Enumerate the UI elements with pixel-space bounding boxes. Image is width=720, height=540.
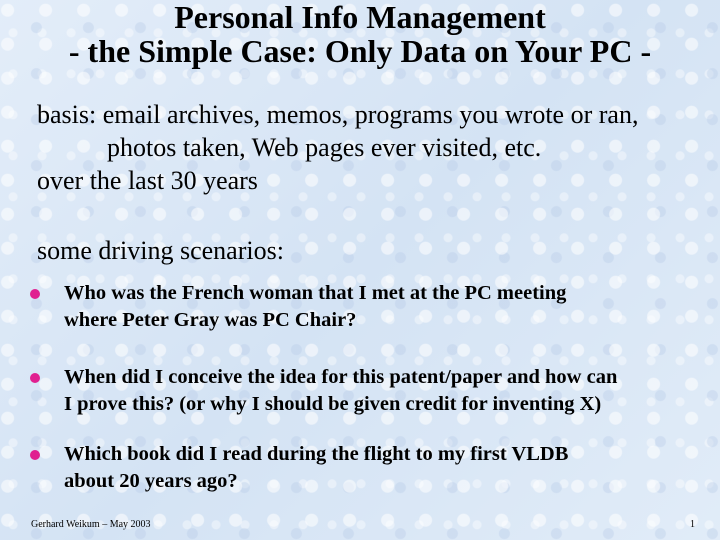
list-item-text bbox=[64, 441, 720, 495]
basis-line-3: over the last 30 years bbox=[37, 166, 258, 195]
list-item-line-1: Which book did I read during the flight to my first VLDB bbox=[64, 443, 569, 465]
scenarios-heading: some driving scenarios: bbox=[37, 236, 284, 265]
list-item-text bbox=[64, 280, 720, 334]
slide-title bbox=[0, 0, 720, 68]
slide-title-line-2: - the Simple Case: Only Data on Your PC - bbox=[68, 33, 652, 69]
footer-author: Gerhard Weikum – May 2003 bbox=[31, 519, 151, 530]
page-number: 1 bbox=[690, 519, 695, 530]
list-item-line-2: I prove this? (or why I should be given credit for inventing X) bbox=[64, 393, 602, 415]
slide-title-line-1: Personal Info Management bbox=[174, 0, 546, 35]
bullet-icon bbox=[30, 450, 40, 460]
list-item-line-1: Who was the French woman that I met at the PC meeting bbox=[64, 282, 567, 304]
list-item-text bbox=[64, 364, 720, 418]
basis-paragraph bbox=[37, 98, 717, 197]
list-item-line-1: When did I conceive the idea for this patent/paper and how can bbox=[64, 366, 618, 388]
list-item-line-2: where Peter Gray was PC Chair? bbox=[64, 309, 357, 331]
bullet-icon bbox=[30, 373, 40, 383]
bullet-icon bbox=[30, 289, 40, 299]
list-item-line-2: about 20 years ago? bbox=[64, 470, 238, 492]
basis-line-2: photos taken, Web pages ever visited, etc. bbox=[107, 133, 542, 162]
basis-line-1: basis: email archives, memos, programs you wrote or ran, bbox=[37, 100, 639, 129]
